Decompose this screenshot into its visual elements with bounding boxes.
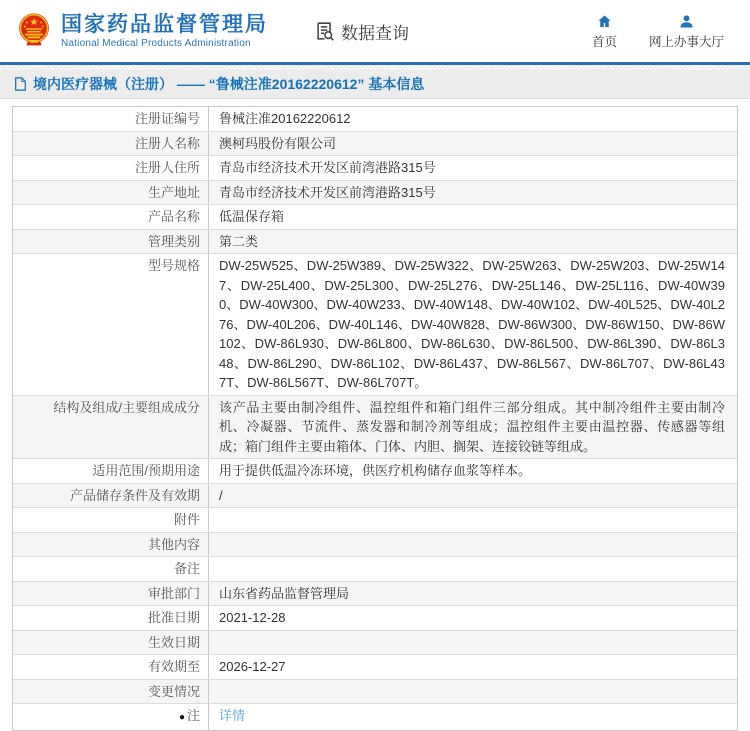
agency-titles <box>61 13 268 49</box>
data-query-label: 数据查询 <box>341 23 409 43</box>
table-row <box>13 582 737 607</box>
row-label: 注册人名称 <box>13 132 209 156</box>
document-icon <box>14 77 27 91</box>
row-value: 用于提供低温冷冻环境，供医疗机构储存血浆等样本。 <box>219 463 532 478</box>
table-row <box>13 181 737 206</box>
row-value: 低温保存箱 <box>219 209 285 224</box>
nav-item-label: 网上办事大厅 <box>648 34 724 49</box>
table-row <box>13 631 737 656</box>
row-value: 第二类 <box>219 233 259 249</box>
nav-item-service-hall[interactable] <box>649 13 724 50</box>
table-row <box>13 680 737 705</box>
table-row <box>13 484 737 509</box>
table-row <box>13 156 737 181</box>
row-label: ● 注 <box>13 704 209 730</box>
agency-logo[interactable] <box>16 12 268 50</box>
national-emblem-icon <box>16 12 52 50</box>
row-label: 注册人住所 <box>13 156 209 180</box>
row-value <box>209 704 737 730</box>
row-value: / <box>219 487 223 503</box>
row-label: 适用范围/预期用途 <box>13 459 209 483</box>
row-label: 附件 <box>13 508 209 532</box>
table-row <box>13 107 737 132</box>
row-label: 注册证编号 <box>13 107 209 131</box>
agency-name-en: National Medical Products Administration <box>61 38 251 49</box>
table-row <box>13 132 737 157</box>
table-row <box>13 205 737 230</box>
row-value: 青岛市经济技术开发区前湾港路315号 <box>219 184 436 200</box>
top-header <box>0 0 750 62</box>
row-label: 其他内容 <box>13 533 209 557</box>
row-label: 有效期至 <box>13 655 209 679</box>
row-label: 结构及组成/主要组成成分 <box>13 396 209 459</box>
row-label: 生产地址 <box>13 181 209 205</box>
row-value: 2021-12-28 <box>219 610 286 625</box>
data-query-tab[interactable] <box>314 19 409 44</box>
row-label: 审批部门 <box>13 582 209 606</box>
row-value: 青岛市经济技术开发区前湾港路315号 <box>219 160 436 175</box>
breadcrumb-bar <box>0 70 750 99</box>
detail-table <box>12 106 738 731</box>
row-label: 生效日期 <box>13 631 209 655</box>
table-row <box>13 704 737 730</box>
header-nav <box>592 13 724 50</box>
table-row <box>13 230 737 255</box>
breadcrumb: 境内医疗器械（注册） —— “鲁械注准20162220612” 基本信息 <box>33 76 425 92</box>
row-value <box>209 557 737 581</box>
row-label: 产品储存条件及有效期 <box>13 484 209 508</box>
agency-name-cn: 国家药品监督管理局 <box>61 13 268 36</box>
row-value <box>209 631 737 655</box>
table-row <box>13 396 737 460</box>
nav-item-home[interactable] <box>592 13 617 50</box>
table-row <box>13 459 737 484</box>
row-value: 2026-12-27 <box>219 659 286 674</box>
doc-search-icon <box>314 20 336 42</box>
row-value <box>209 680 737 704</box>
table-row <box>13 533 737 558</box>
row-value: 澳柯玛股份有限公司 <box>219 135 337 151</box>
table-row <box>13 254 737 396</box>
table-row <box>13 655 737 680</box>
table-row <box>13 606 737 631</box>
row-value: DW-25W525、DW-25W389、DW-25W322、DW-25W263、DW-25W203、DW-25W147、DW-25L400、DW-25L300、DW-25L276、DW-25L146、DW-25L116、DW-40W390、DW-40W300、DW-40W233、DW-40W148、DW-40W102、DW-40L525、DW-40L276、DW-40L206、DW-40L146、DW-40W828、DW-86W300、DW-86W150、DW-86W102、DW-86L930、DW-86L800、DW-86L630、DW-86L500、DW-86L390、DW-86L348、DW-86L290、DW-86L102、DW-86L437、DW-86L567、DW-86L707、DW-86L437T、DW-86L567T、DW-86L707T。 <box>219 258 725 390</box>
row-value: 鲁械注准20162220612 <box>219 111 351 126</box>
row-value: 该产品主要由制冷组件、温控组件和箱门组件三部分组成。其中制冷组件主要由制冷机、冷凝器、节流件、蒸发器和制冷剂等组成；温控组件主要由温控器、传感器等组成；箱门组件主要由箱体、门体、内胆、搁架、连接铰链等组成。 <box>219 399 725 454</box>
row-value <box>209 508 737 532</box>
note-icon: ● <box>178 712 185 723</box>
row-label: 产品名称 <box>13 205 209 229</box>
nav-item-label: 首页 <box>591 34 617 49</box>
row-value: 山东省药品监督管理局 <box>219 585 350 601</box>
table-row <box>13 557 737 582</box>
row-label: 变更情况 <box>13 680 209 704</box>
detail-link[interactable]: 详情 <box>219 708 246 723</box>
table-row <box>13 508 737 533</box>
row-label: 备注 <box>13 557 209 581</box>
user-icon <box>678 13 695 30</box>
row-label: 型号规格 <box>13 254 209 395</box>
row-value <box>209 533 737 557</box>
row-label: 批准日期 <box>13 606 209 630</box>
home-icon <box>596 13 613 30</box>
row-label: 管理类别 <box>13 230 209 254</box>
